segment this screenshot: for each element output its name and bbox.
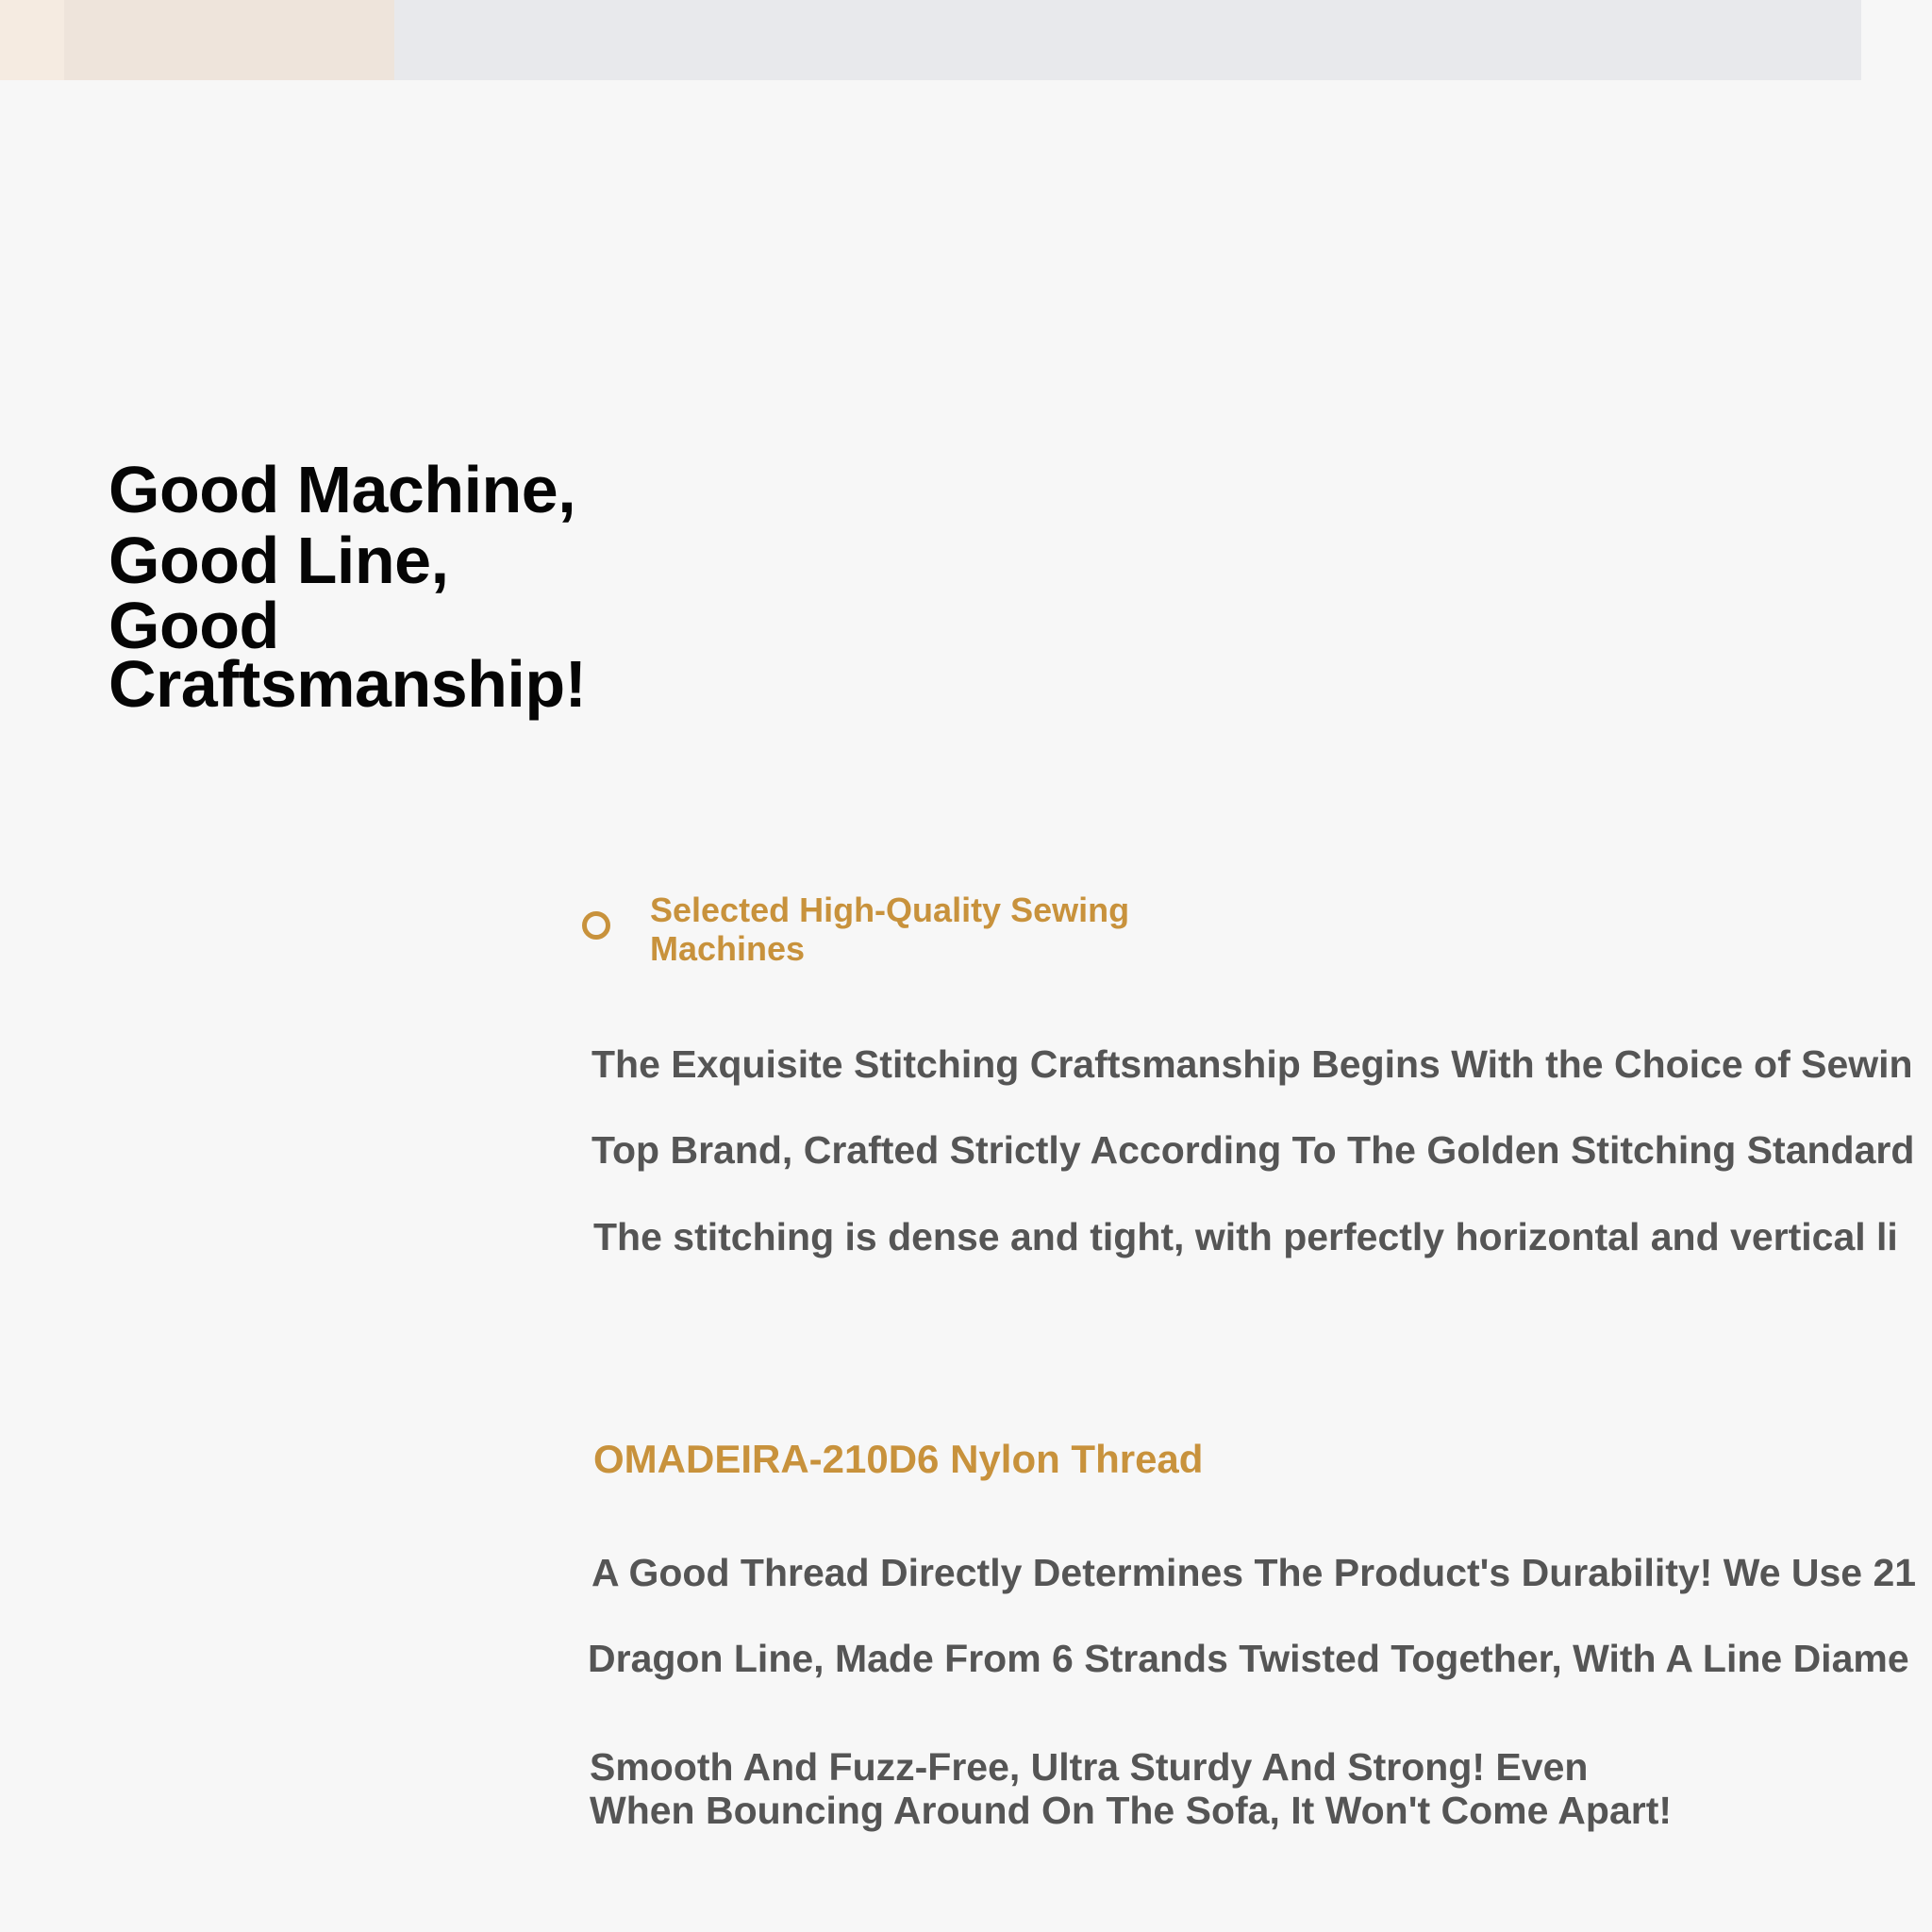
machines-text-line-3: The stitching is dense and tight, with perfectly horizontal and vertical li [593, 1215, 1898, 1258]
thread-closing-text [590, 1745, 1672, 1832]
headline-line-4: Craftsmanship! [108, 647, 587, 721]
machines-text-line-1: The Exquisite Stitching Craftsmanship Begins With the Choice of Sewin [591, 1042, 1913, 1086]
section-heading-line-2: Machines [650, 929, 806, 968]
headline-line-2: Good Line, [108, 524, 449, 597]
closing-line-1: Smooth And Fuzz-Free, Ultra Sturdy And Strong! Even [590, 1745, 1589, 1789]
closing-line-2: When Bouncing Around On The Sofa, It Won't Come Apart! [590, 1789, 1673, 1832]
section-heading-machines [650, 891, 1129, 968]
ring-icon [582, 911, 610, 940]
headline-line-1: Good Machine, [108, 453, 576, 526]
banner-warm-strip [0, 0, 64, 80]
headline-line-3: Good [108, 589, 279, 662]
machines-text-line-2: Top Brand, Crafted Strictly According To The Golden Stitching Standard [591, 1128, 1915, 1172]
thread-section-title: OMADEIRA-210D6 Nylon Thread [593, 1437, 1204, 1481]
page-headline [108, 453, 587, 721]
banner-warm-panel [64, 0, 394, 80]
thread-text-line-2: Dragon Line, Made From 6 Strands Twisted Together, With A Line Diame [588, 1637, 1909, 1680]
top-banner-image [0, 0, 1861, 80]
section-heading-line-1: Selected High-Quality Sewing [650, 891, 1130, 929]
thread-text-line-1: A Good Thread Directly Determines The Product's Durability! We Use 21 [591, 1551, 1917, 1594]
